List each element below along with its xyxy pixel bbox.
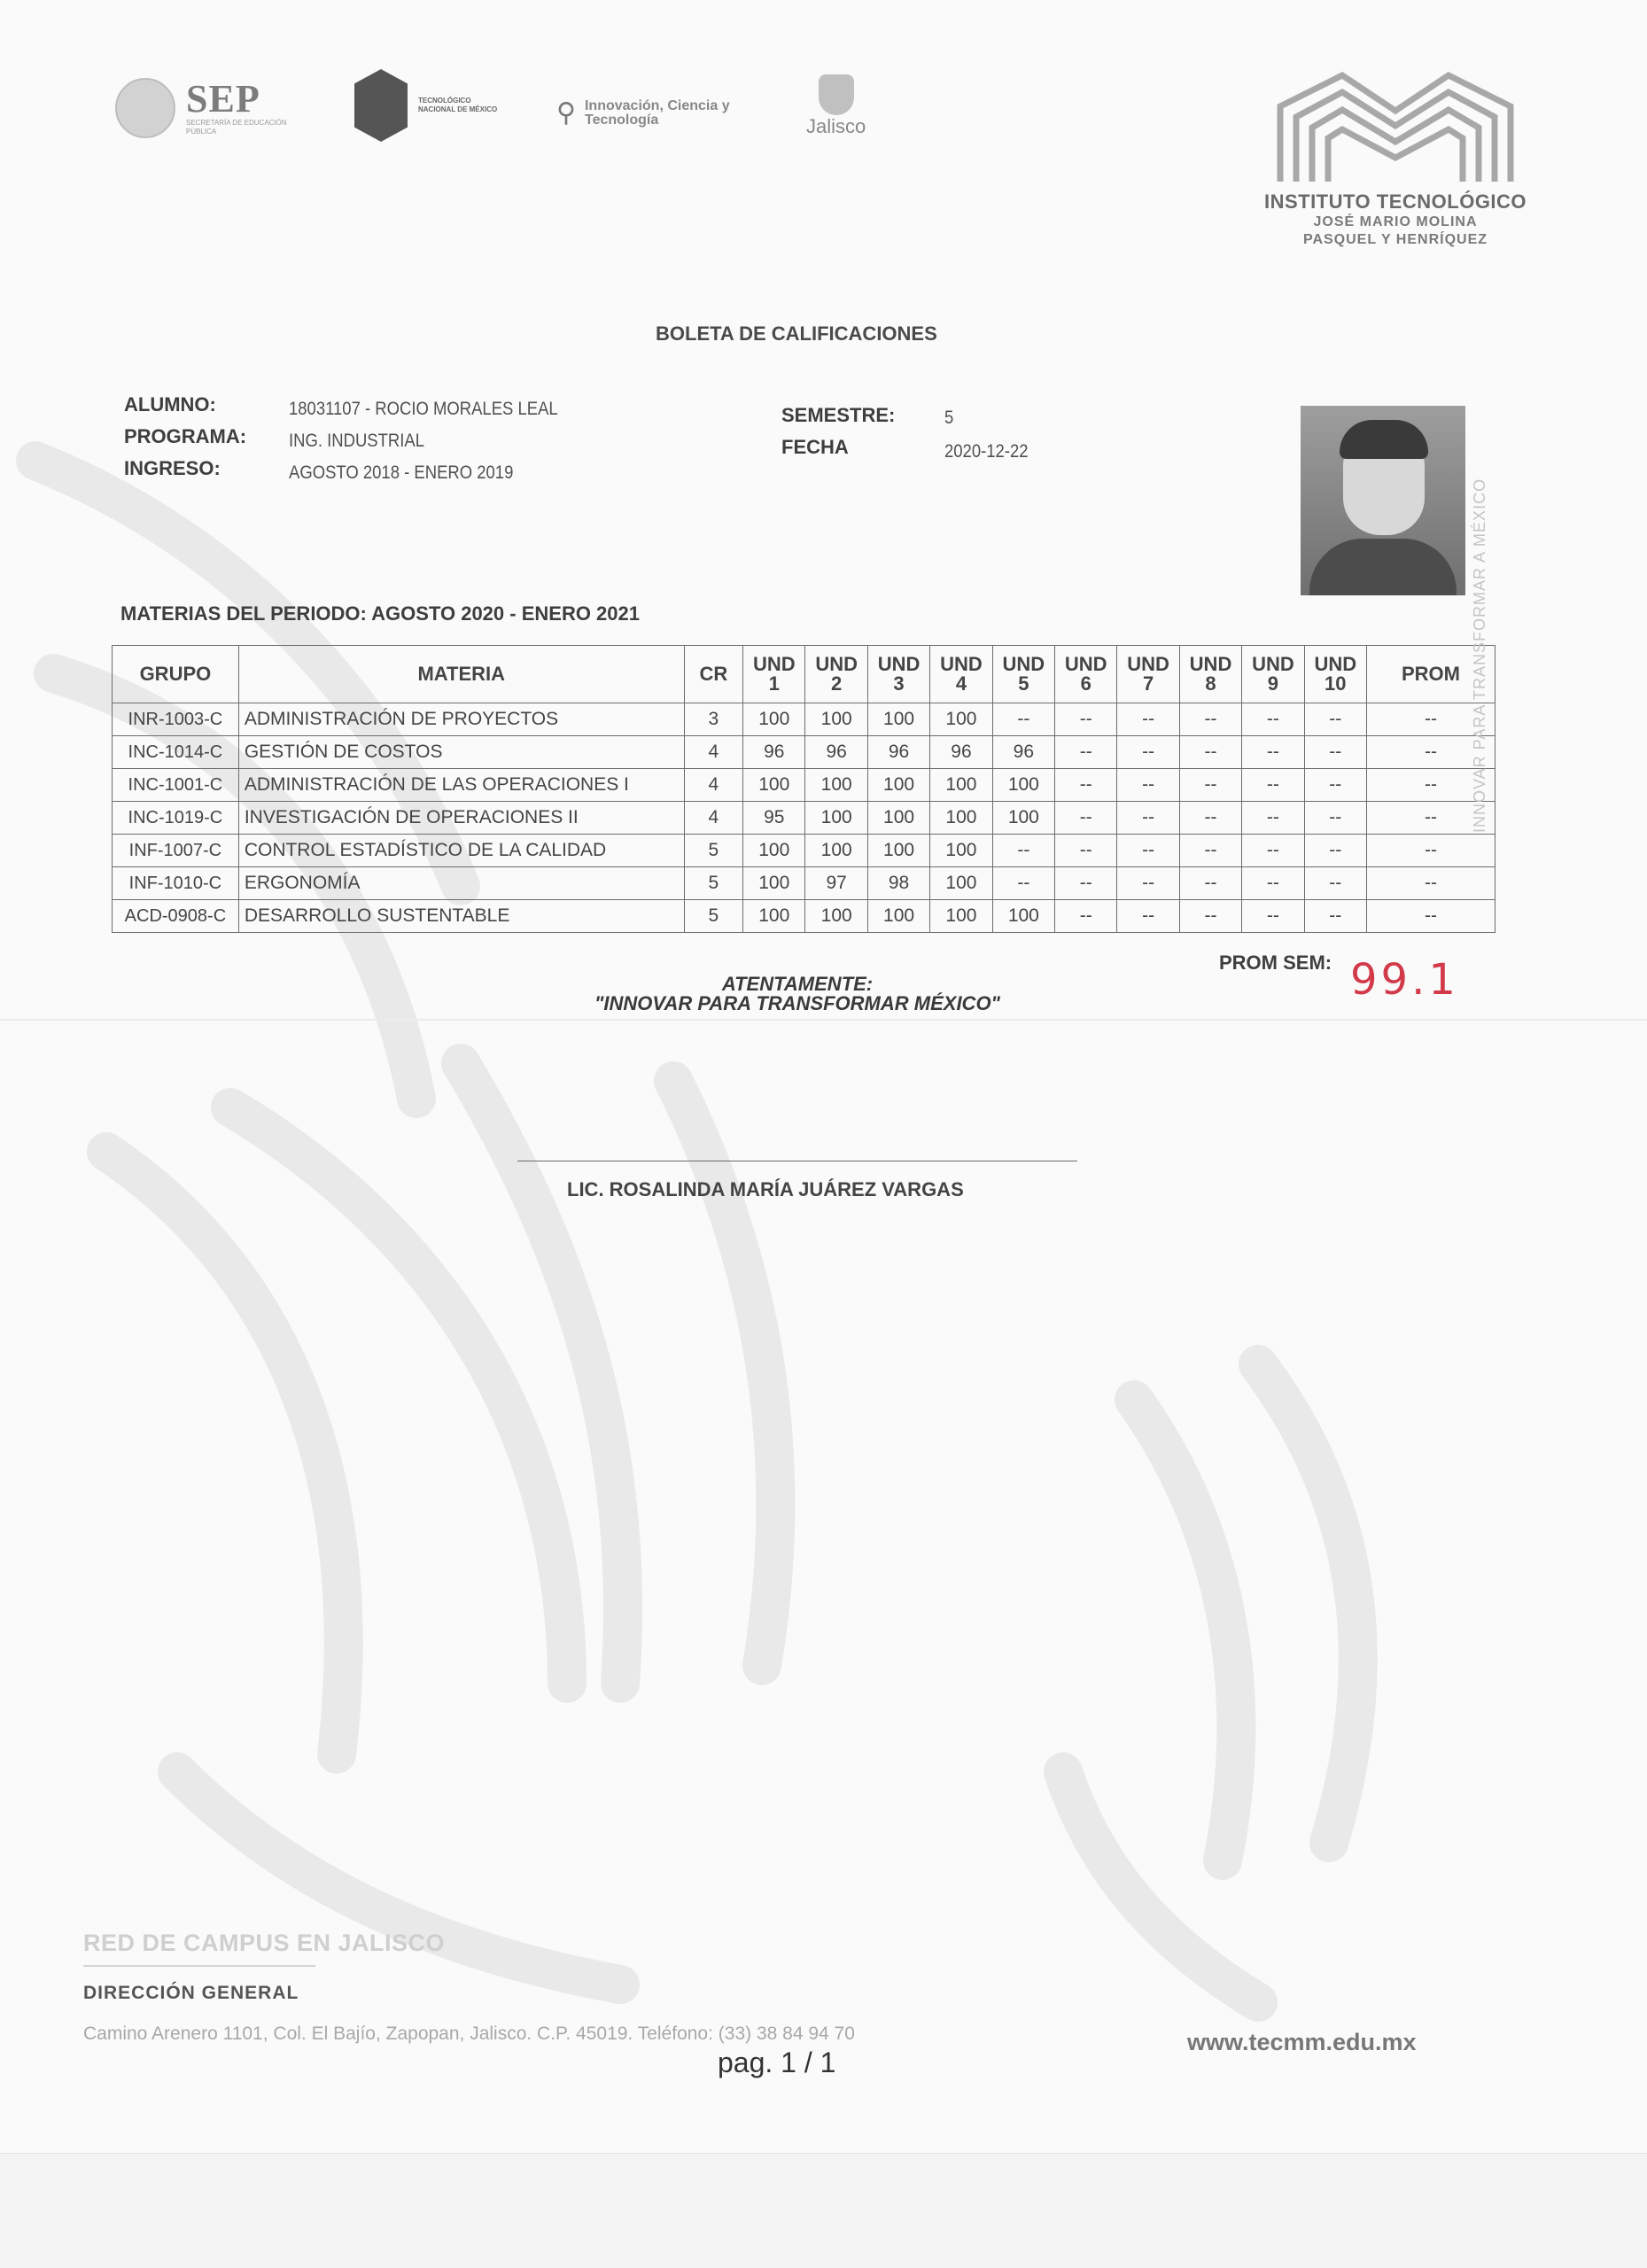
table-row — [113, 736, 1496, 769]
unit-grade-cell: 100 — [743, 769, 805, 802]
unit-grade-cell: -- — [1179, 769, 1241, 802]
grupo-cell: INR-1003-C — [113, 703, 239, 736]
unit-grade-cell: -- — [1179, 900, 1241, 933]
prom-sem-value: 99.1 — [1350, 955, 1459, 1005]
jalisco-logo — [806, 74, 866, 138]
paper-fold-line — [0, 1019, 1647, 1021]
credits-cell: 4 — [684, 736, 742, 769]
semestre-label: SEMESTRE: — [781, 404, 896, 426]
grupo-cell: INC-1019-C — [113, 802, 239, 835]
table-row — [113, 802, 1496, 835]
unit-grade-cell: 100 — [867, 900, 929, 933]
unit-grade-cell: 100 — [867, 802, 929, 835]
table-header-cell: UND 7 — [1117, 646, 1179, 703]
unit-grade-cell: 96 — [867, 736, 929, 769]
footer-divider — [83, 1965, 315, 1967]
unit-grade-cell: 96 — [805, 736, 867, 769]
unit-grade-cell: -- — [1242, 867, 1304, 900]
materia-cell: ERGONOMÍA — [238, 867, 684, 900]
credits-cell: 5 — [684, 867, 742, 900]
prom-cell: -- — [1366, 769, 1495, 802]
unit-grade-cell: 100 — [805, 835, 867, 867]
unit-grade-cell: -- — [1179, 835, 1241, 867]
unit-grade-cell: -- — [1242, 835, 1304, 867]
unit-grade-cell: -- — [1055, 736, 1117, 769]
signatory-name: LIC. ROSALINDA MARÍA JUÁREZ VARGAS — [567, 1178, 964, 1200]
sep-logo-subtitle: SECRETARÍA DE EDUCACIÓN PÚBLICA — [186, 119, 287, 136]
alumno-label: ALUMNO: — [124, 393, 216, 416]
materia-cell: DESARROLLO SUSTENTABLE — [238, 900, 684, 933]
page-number: pag. 1 / 1 — [718, 2047, 836, 2078]
unit-grade-cell: -- — [1179, 703, 1241, 736]
unit-grade-cell: 100 — [805, 900, 867, 933]
grupo-cell: INC-1001-C — [113, 769, 239, 802]
closing-block — [443, 975, 1152, 1014]
table-header-cell: UND 10 — [1304, 646, 1366, 703]
credits-cell: 5 — [684, 835, 742, 867]
unit-grade-cell: 100 — [867, 703, 929, 736]
table-header-cell: CR — [684, 646, 742, 703]
table-header-cell: UND 3 — [867, 646, 929, 703]
unit-grade-cell: 100 — [867, 835, 929, 867]
document-title: BOLETA DE CALIFICACIONES — [656, 322, 937, 345]
unit-grade-cell: 98 — [867, 867, 929, 900]
table-header-cell: UND 8 — [1179, 646, 1241, 703]
table-body — [113, 703, 1496, 933]
prom-cell: -- — [1366, 867, 1495, 900]
prom-cell: -- — [1366, 736, 1495, 769]
institute-name-line2: PASQUEL Y HENRÍQUEZ — [1302, 232, 1488, 247]
institute-title: INSTITUTO TECNOLÓGICO — [1263, 190, 1527, 213]
grupo-cell: INF-1007-C — [113, 835, 239, 867]
unit-grade-cell: 100 — [930, 703, 992, 736]
semestre-value: 5 — [944, 408, 954, 428]
footer-address: Camino Arenero 1101, Col. El Bajío, Zapopan, Jalisco. C.P. 45019. Teléfono: (33) 38 84 94 70 — [83, 2023, 855, 2044]
materia-cell: ADMINISTRACIÓN DE LAS OPERACIONES I — [238, 769, 684, 802]
unit-grade-cell: -- — [1055, 769, 1117, 802]
prom-sem-label: PROM SEM: — [1219, 951, 1332, 974]
jalisco-crest-icon — [819, 74, 854, 115]
programa-value: ING. INDUSTRIAL — [289, 431, 424, 451]
unit-grade-cell: 100 — [743, 900, 805, 933]
unit-grade-cell: -- — [1055, 900, 1117, 933]
motto-text: "INNOVAR PARA TRANSFORMAR MÉXICO" — [594, 992, 1000, 1014]
materia-cell: GESTIÓN DE COSTOS — [238, 736, 684, 769]
period-title: MATERIAS DEL PERIODO: AGOSTO 2020 - ENERO 2021 — [120, 602, 640, 625]
table-row — [113, 703, 1496, 736]
unit-grade-cell: -- — [1117, 769, 1179, 802]
table-row — [113, 769, 1496, 802]
unit-grade-cell: -- — [992, 867, 1054, 900]
unit-grade-cell: 100 — [930, 769, 992, 802]
alumno-value: 18031107 - ROCIO MORALES LEAL — [289, 399, 558, 419]
prom-cell: -- — [1366, 900, 1495, 933]
table-row — [113, 900, 1496, 933]
table-row — [113, 835, 1496, 867]
table-header-cell: UND 6 — [1055, 646, 1117, 703]
unit-grade-cell: 100 — [805, 802, 867, 835]
unit-grade-cell: 100 — [743, 835, 805, 867]
materia-cell: ADMINISTRACIÓN DE PROYECTOS — [238, 703, 684, 736]
photo-body — [1309, 539, 1457, 595]
unit-grade-cell: -- — [1304, 736, 1366, 769]
unit-grade-cell: -- — [1055, 835, 1117, 867]
vertical-motto: INNOVAR PARA TRANSFORMAR A MÉXICO — [1471, 478, 1488, 833]
grupo-cell: INF-1010-C — [113, 867, 239, 900]
institute-name-line1: JOSÉ MARIO MOLINA — [1313, 214, 1478, 229]
tecnm-logo — [354, 69, 498, 142]
programa-label: PROGRAMA: — [124, 425, 247, 447]
photo-hair — [1340, 420, 1428, 459]
unit-grade-cell: -- — [1117, 736, 1179, 769]
prom-cell: -- — [1366, 802, 1495, 835]
unit-grade-cell: 100 — [992, 900, 1054, 933]
materia-cell: CONTROL ESTADÍSTICO DE LA CALIDAD — [238, 835, 684, 867]
unit-grade-cell: -- — [1304, 802, 1366, 835]
grupo-cell: ACD-0908-C — [113, 900, 239, 933]
unit-grade-cell: -- — [1304, 867, 1366, 900]
unit-grade-cell: -- — [1304, 769, 1366, 802]
institute-logo — [1249, 71, 1542, 249]
table-row — [113, 867, 1496, 900]
unit-grade-cell: -- — [992, 703, 1054, 736]
sep-logo-text: SEP — [186, 77, 260, 120]
table-header-cell: UND 1 — [743, 646, 805, 703]
unit-grade-cell: 100 — [992, 802, 1054, 835]
unit-grade-cell: -- — [1179, 867, 1241, 900]
unit-grade-cell: 100 — [805, 703, 867, 736]
table-header-cell: UND 4 — [930, 646, 992, 703]
unit-grade-cell: 100 — [930, 867, 992, 900]
unit-grade-cell: -- — [1117, 802, 1179, 835]
fecha-label: FECHA — [781, 436, 849, 458]
footer-website-link[interactable]: www.tecmm.edu.mx — [1187, 2029, 1417, 2055]
grades-table — [112, 645, 1496, 933]
jalisco-logo-text: Jalisco — [806, 115, 866, 137]
credits-cell: 4 — [684, 769, 742, 802]
unit-grade-cell: -- — [1242, 802, 1304, 835]
credits-cell: 4 — [684, 802, 742, 835]
unit-grade-cell: -- — [1242, 900, 1304, 933]
unit-grade-cell: -- — [1117, 835, 1179, 867]
unit-grade-cell: -- — [1117, 703, 1179, 736]
unit-grade-cell: 95 — [743, 802, 805, 835]
icyt-logo — [556, 97, 771, 128]
unit-grade-cell: -- — [1179, 736, 1241, 769]
table-header-cell: PROM — [1366, 646, 1495, 703]
atentamente-text: ATENTAMENTE: — [721, 973, 874, 995]
table-header-cell: UND 2 — [805, 646, 867, 703]
unit-grade-cell: 100 — [992, 769, 1054, 802]
footer-network-title: RED DE CAMPUS EN JALISCO — [83, 1930, 446, 1956]
unit-grade-cell: -- — [1117, 900, 1179, 933]
ingreso-value: AGOSTO 2018 - ENERO 2019 — [289, 462, 514, 483]
unit-grade-cell: 97 — [805, 867, 867, 900]
table-header-cell: UND 5 — [992, 646, 1054, 703]
credits-cell: 3 — [684, 703, 742, 736]
unit-grade-cell: 96 — [992, 736, 1054, 769]
table-header-cell: GRUPO — [113, 646, 239, 703]
materia-cell: INVESTIGACIÓN DE OPERACIONES II — [238, 802, 684, 835]
student-photo — [1301, 406, 1465, 595]
prom-cell: -- — [1366, 703, 1495, 736]
prom-cell: -- — [1366, 835, 1495, 867]
unit-grade-cell: -- — [1055, 703, 1117, 736]
unit-grade-cell: -- — [1117, 867, 1179, 900]
fecha-value: 2020-12-22 — [944, 441, 1029, 462]
national-seal-icon — [115, 78, 175, 138]
unit-grade-cell: -- — [1242, 769, 1304, 802]
unit-grade-cell: 100 — [743, 703, 805, 736]
icyt-figure-icon: ⚲ — [556, 98, 576, 128]
icyt-logo-text: Innovación, Ciencia y Tecnología — [584, 97, 730, 128]
tecnm-logo-text: TECNOLÓGICO NACIONAL DE MÉXICO — [418, 97, 498, 113]
unit-grade-cell: -- — [1242, 736, 1304, 769]
institute-m-icon — [1271, 71, 1519, 186]
unit-grade-cell: 96 — [743, 736, 805, 769]
unit-grade-cell: 100 — [930, 802, 992, 835]
grupo-cell: INC-1014-C — [113, 736, 239, 769]
unit-grade-cell: 100 — [867, 769, 929, 802]
tecnm-gear-icon — [354, 69, 408, 142]
table-header-cell: MATERIA — [238, 646, 684, 703]
credits-cell: 5 — [684, 900, 742, 933]
unit-grade-cell: -- — [1304, 703, 1366, 736]
unit-grade-cell: -- — [1242, 703, 1304, 736]
unit-grade-cell: -- — [1055, 867, 1117, 900]
unit-grade-cell: -- — [1304, 835, 1366, 867]
sep-logo — [115, 78, 310, 138]
table-header-cell: UND 9 — [1242, 646, 1304, 703]
unit-grade-cell: -- — [1055, 802, 1117, 835]
unit-grade-cell: -- — [992, 835, 1054, 867]
unit-grade-cell: -- — [1179, 802, 1241, 835]
ingreso-label: INGRESO: — [124, 457, 221, 479]
unit-grade-cell: -- — [1304, 900, 1366, 933]
unit-grade-cell: 100 — [743, 867, 805, 900]
footer-direccion: DIRECCIÓN GENERAL — [83, 1983, 299, 2003]
unit-grade-cell: 100 — [805, 769, 867, 802]
unit-grade-cell: 100 — [930, 900, 992, 933]
table-header-row — [113, 646, 1496, 703]
unit-grade-cell: 100 — [930, 835, 992, 867]
unit-grade-cell: 96 — [930, 736, 992, 769]
